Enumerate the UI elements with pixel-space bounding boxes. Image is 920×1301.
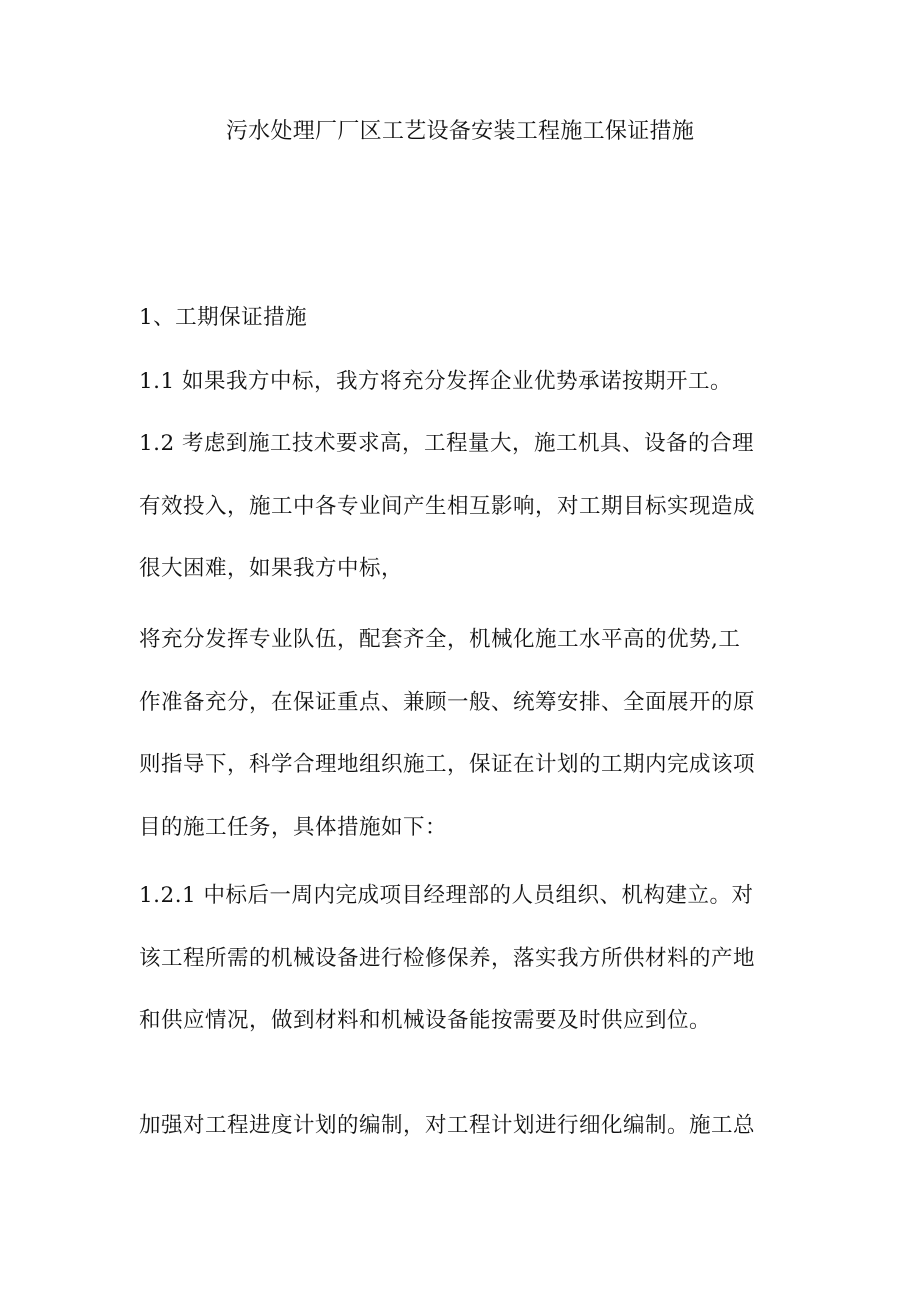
paragraph-line: 该工程所需的机械设备进行检修保养，落实我方所供材料的产地: [139, 946, 756, 971]
paragraph-line: 1.2 考虑到施工技术要求高，工程量大，施工机具、设备的合理: [139, 431, 755, 456]
paragraph-line: 和供应情况，做到材料和机械设备能按需要及时供应到位。: [139, 1008, 712, 1033]
section-heading: 1、工期保证措施: [139, 305, 308, 330]
paragraph-line: 目的施工任务，具体措施如下：: [139, 815, 448, 840]
paragraph-line: 1.2.1 中标后一周内完成项目经理部的人员组织、机构建立。对: [139, 883, 754, 908]
paragraph-line: 则指导下，科学合理地组织施工，保证在计划的工期内完成该项: [139, 752, 756, 777]
paragraph-line: 加强对工程进度计划的编制，对工程计划进行细化编制。施工总: [139, 1113, 756, 1138]
paragraph-line: 作准备充分，在保证重点、兼顾一般、统筹安排、全面展开的原: [139, 690, 756, 715]
paragraph-line: 1.1 如果我方中标，我方将充分发挥企业优势承诺按期开工。: [139, 369, 733, 394]
paragraph-line: 将充分发挥专业队伍，配套齐全，机械化施工水平高的优势,工: [139, 627, 741, 652]
paragraph-line: 有效投入，施工中各专业间产生相互影响，对工期目标实现造成: [139, 494, 756, 519]
document-title: 污水处理厂厂区工艺设备安装工程施工保证措施: [225, 119, 695, 144]
paragraph-line: 很大困难，如果我方中标，: [139, 556, 404, 581]
